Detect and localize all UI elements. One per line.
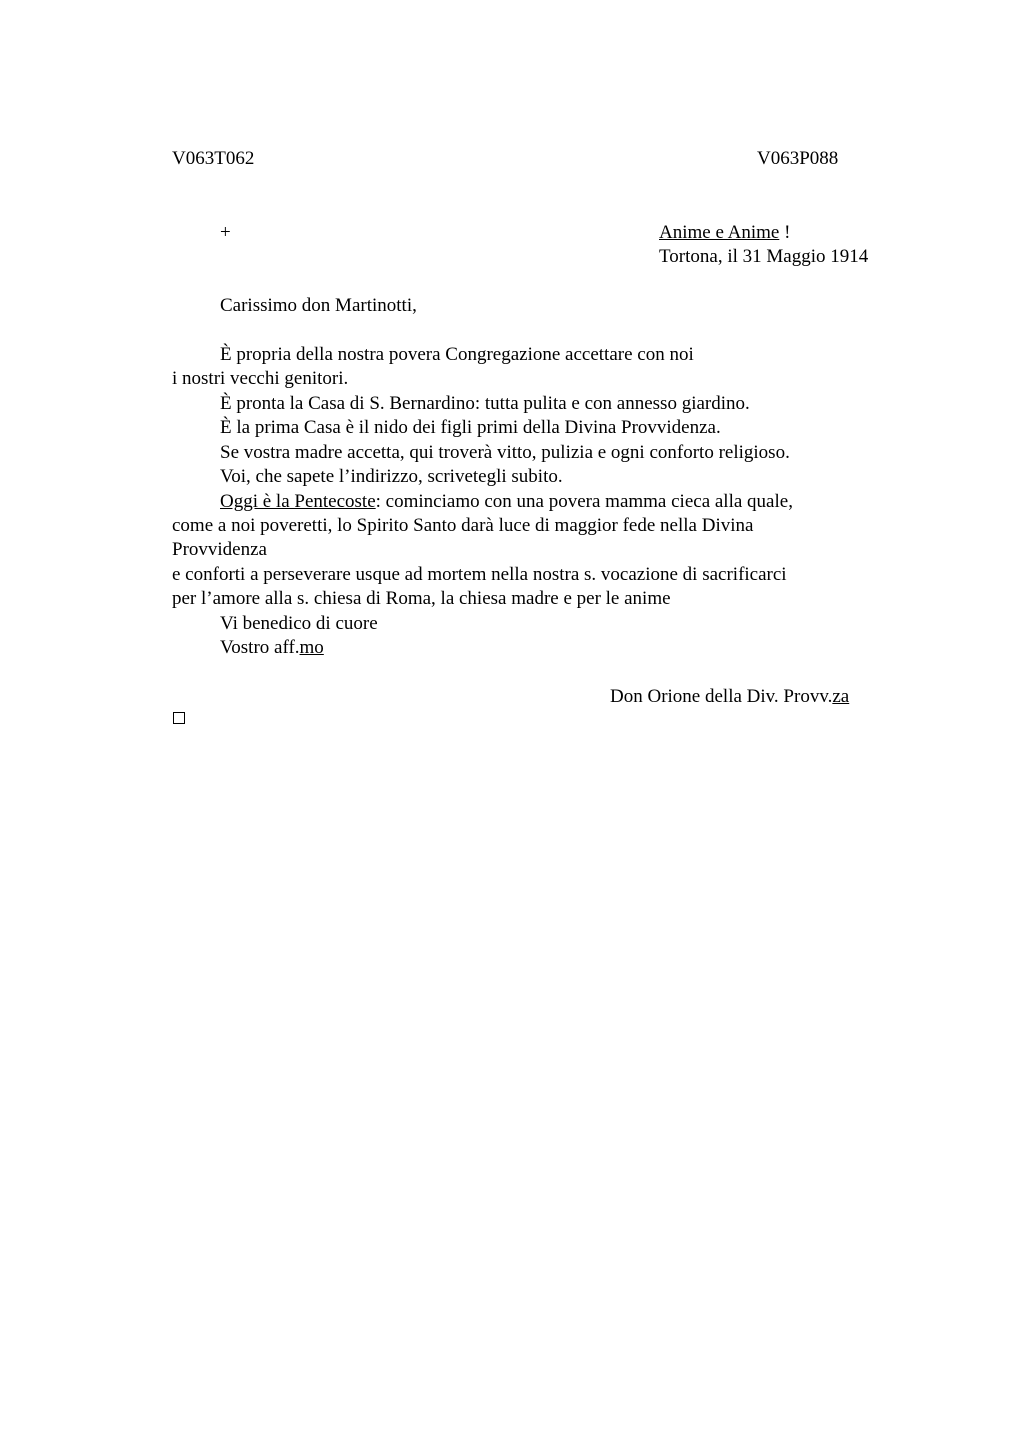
document-code-left: V063T062 [172,148,255,169]
signature-underlined: za [832,686,850,707]
paragraph-6-line-3: Provvidenza [172,539,267,560]
closing-yours-prefix: Vostro aff. [220,637,300,658]
paragraph-1-line-1: È propria della nostra povera Congregazione accettare con noi [220,344,694,365]
motto-underlined: Anime e Anime [659,222,780,243]
closing-yours [220,636,324,660]
closing-blessing: Vi benedico di cuore [220,613,378,634]
paragraph-6-line-2: come a noi poveretti, lo Spirito Santo darà luce di maggior fede nella Divina [172,515,754,536]
paragraph-6-line-1 [220,490,793,514]
motto-suffix: ! [779,222,791,243]
paragraph-5: Voi, che sapete l’indirizzo, scrivetegli subito. [220,466,563,487]
paragraph-3: È la prima Casa è il nido dei figli primi della Divina Provvidenza. [220,417,721,438]
paragraph-2: È pronta la Casa di S. Bernardino: tutta pulita e con annesso giardino. [220,393,750,414]
date-line: Tortona, il 31 Maggio 1914 [659,246,869,267]
paragraph-7-line-2: per l’amore alla s. chiesa di Roma, la chiesa madre e per le anime [172,588,671,609]
end-square-icon [173,712,185,724]
paragraph-7-line-1: e conforti a perseverare usque ad mortem nella nostra s. vocazione di sacrificarci [172,564,787,585]
salutation: Carissimo don Martinotti, [220,295,417,316]
document-code-right: V063P088 [757,148,839,169]
paragraph-4: Se vostra madre accetta, qui troverà vitto, pulizia e ogni conforto religioso. [220,442,790,463]
motto [659,221,790,245]
pentecost-underlined: Oggi è la Pentecoste [220,491,376,512]
paragraph-1-line-2: i nostri vecchi genitori. [172,368,349,389]
closing-yours-underlined: mo [299,637,324,658]
signature [610,685,849,709]
signature-prefix: Don Orione della Div. Provv. [610,686,833,707]
cross-symbol: + [220,222,231,243]
paragraph-6-rest: : cominciamo con una povera mamma cieca alla quale, [375,491,793,512]
